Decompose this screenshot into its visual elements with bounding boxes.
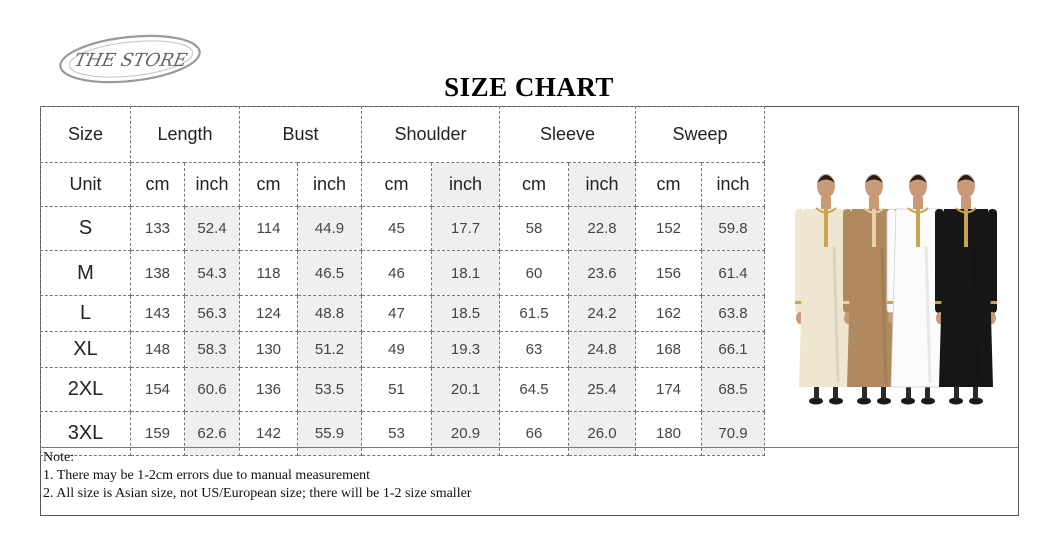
value-cell: 138	[131, 251, 185, 296]
value-cell: 51	[362, 368, 432, 412]
unit-cm: cm	[131, 163, 185, 207]
value-cell: 54.3	[185, 251, 240, 296]
value-cell: 66.1	[702, 332, 765, 368]
value-cell: 118	[240, 251, 298, 296]
value-cell: 61.5	[500, 296, 569, 332]
size-cell: M	[41, 251, 131, 296]
size-cell: L	[41, 296, 131, 332]
value-cell: 20.9	[432, 412, 500, 456]
value-cell: 24.8	[569, 332, 636, 368]
value-cell: 60	[500, 251, 569, 296]
models-photo	[766, 107, 1018, 447]
value-cell: 142	[240, 412, 298, 456]
value-cell: 25.4	[569, 368, 636, 412]
value-cell: 45	[362, 207, 432, 251]
value-cell: 22.8	[569, 207, 636, 251]
value-cell: 46.5	[298, 251, 362, 296]
notes	[43, 449, 1003, 503]
value-cell: 24.2	[569, 296, 636, 332]
value-cell: 23.6	[569, 251, 636, 296]
value-cell: 63	[500, 332, 569, 368]
size-cell: S	[41, 207, 131, 251]
value-cell: 152	[636, 207, 702, 251]
unit-cm: cm	[240, 163, 298, 207]
header-length: Length	[131, 107, 240, 163]
table-row	[41, 332, 765, 368]
value-cell: 20.1	[432, 368, 500, 412]
table-row	[41, 207, 765, 251]
size-cell: XL	[41, 332, 131, 368]
page-title: SIZE CHART	[444, 72, 614, 102]
header-shoulder: Shoulder	[362, 107, 500, 163]
value-cell: 136	[240, 368, 298, 412]
value-cell: 17.7	[432, 207, 500, 251]
value-cell: 133	[131, 207, 185, 251]
size-cell: 2XL	[41, 368, 131, 412]
value-cell: 168	[636, 332, 702, 368]
value-cell: 148	[131, 332, 185, 368]
notes-heading: Note:	[43, 450, 75, 465]
unit-cm: cm	[636, 163, 702, 207]
unit-inch: inch	[432, 163, 500, 207]
value-cell: 162	[636, 296, 702, 332]
notes-divider	[40, 447, 1019, 448]
size-cell: 3XL	[41, 412, 131, 456]
value-cell: 58	[500, 207, 569, 251]
value-cell: 61.4	[702, 251, 765, 296]
table-row	[41, 251, 765, 296]
value-cell: 114	[240, 207, 298, 251]
value-cell: 53.5	[298, 368, 362, 412]
unit-inch: inch	[298, 163, 362, 207]
value-cell: 46	[362, 251, 432, 296]
value-cell: 58.3	[185, 332, 240, 368]
value-cell: 55.9	[298, 412, 362, 456]
value-cell: 47	[362, 296, 432, 332]
value-cell: 130	[240, 332, 298, 368]
note-item: 2. All size is Asian size, not US/European size; there will be 1-2 size smaller	[43, 486, 472, 501]
unit-inch: inch	[702, 163, 765, 207]
unit-inch: inch	[185, 163, 240, 207]
value-cell: 18.5	[432, 296, 500, 332]
value-cell: 154	[131, 368, 185, 412]
unit-row	[41, 163, 765, 207]
value-cell: 18.1	[432, 251, 500, 296]
value-cell: 64.5	[500, 368, 569, 412]
unit-cm: cm	[362, 163, 432, 207]
unit-cm: cm	[500, 163, 569, 207]
value-cell: 156	[636, 251, 702, 296]
table-row	[41, 296, 765, 332]
value-cell: 52.4	[185, 207, 240, 251]
note-item: 1. There may be 1-2cm errors due to manual measurement	[43, 468, 371, 483]
value-cell: 48.8	[298, 296, 362, 332]
value-cell: 124	[240, 296, 298, 332]
value-cell: 19.3	[432, 332, 500, 368]
table-row	[41, 368, 765, 412]
value-cell: 60.6	[185, 368, 240, 412]
unit-label: Unit	[41, 163, 131, 207]
value-cell: 66	[500, 412, 569, 456]
svg-text:THE STORE: THE STORE	[72, 50, 189, 71]
header-bust: Bust	[240, 107, 362, 163]
value-cell: 44.9	[298, 207, 362, 251]
value-cell: 56.3	[185, 296, 240, 332]
value-cell: 49	[362, 332, 432, 368]
size-table	[40, 106, 765, 456]
value-cell: 53	[362, 412, 432, 456]
value-cell: 143	[131, 296, 185, 332]
header-size: Size	[41, 107, 131, 163]
value-cell: 180	[636, 412, 702, 456]
value-cell: 51.2	[298, 332, 362, 368]
value-cell: 59.8	[702, 207, 765, 251]
value-cell: 70.9	[702, 412, 765, 456]
header-sweep: Sweep	[636, 107, 765, 163]
value-cell: 68.5	[702, 368, 765, 412]
value-cell: 159	[131, 412, 185, 456]
header-row	[41, 107, 765, 163]
value-cell: 63.8	[702, 296, 765, 332]
unit-inch: inch	[569, 163, 636, 207]
value-cell: 26.0	[569, 412, 636, 456]
header-sleeve: Sleeve	[500, 107, 636, 163]
model-figure	[935, 174, 997, 405]
value-cell: 62.6	[185, 412, 240, 456]
value-cell: 174	[636, 368, 702, 412]
